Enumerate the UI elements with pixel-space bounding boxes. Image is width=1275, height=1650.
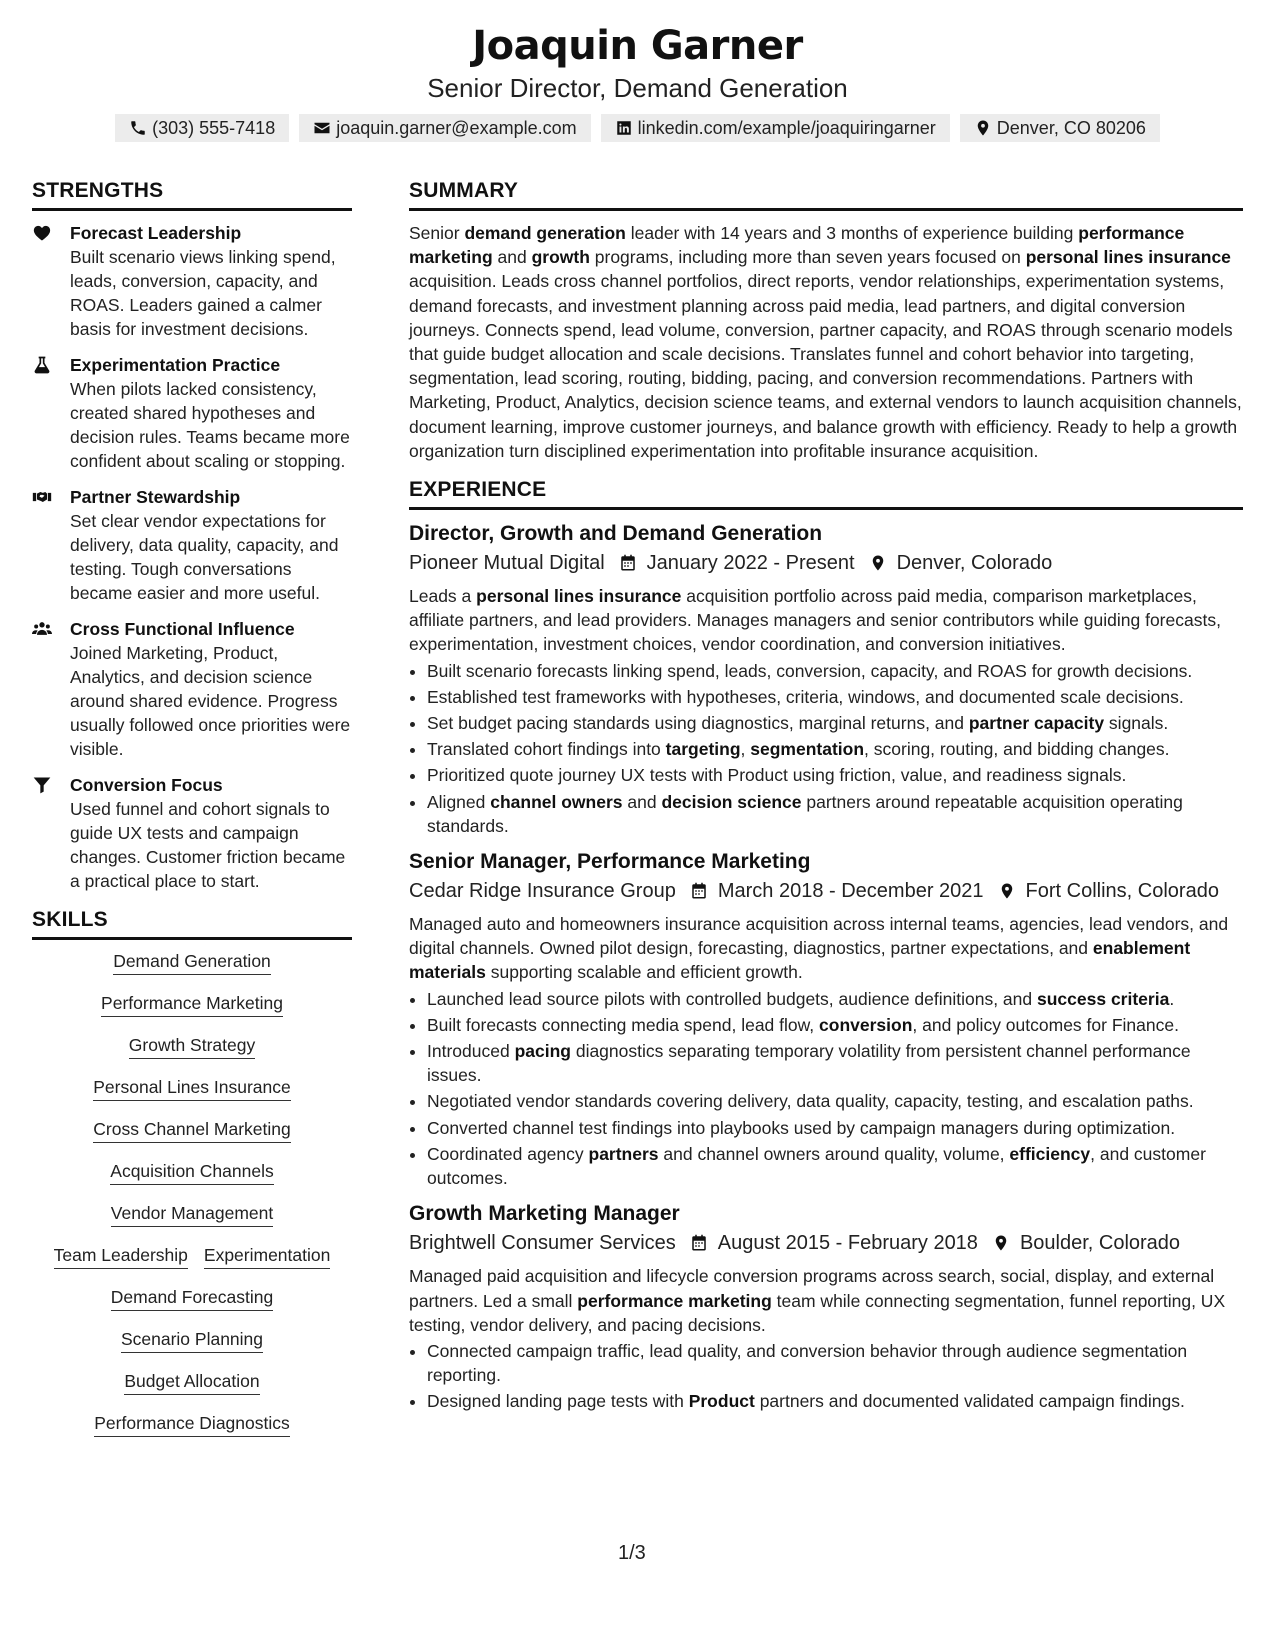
skill-tag: Performance Diagnostics — [94, 1412, 290, 1437]
job-meta — [409, 876, 1243, 906]
summary-text — [409, 221, 1243, 463]
bold-text: Product — [688, 1391, 755, 1412]
bold-text: partner capacity — [968, 713, 1105, 734]
bold-text: personal lines insurance — [476, 586, 682, 607]
summary-heading: SUMMARY — [409, 178, 1243, 211]
text-run: Coordinated agency — [427, 1143, 589, 1164]
text-run: Prioritized quote journey UX tests with Product using friction, value, and readiness signals. — [427, 765, 1127, 786]
strength-title: Cross Functional Influence — [70, 619, 295, 639]
bold-text: conversion — [819, 1014, 913, 1035]
text-run: Established test frameworks with hypotheses, criteria, windows, and documented scale decisions. — [427, 686, 1184, 707]
job-company: Brightwell Consumer Services — [409, 1232, 676, 1255]
bullet-item — [427, 1339, 1243, 1387]
job-location: Fort Collins, Colorado — [1025, 880, 1219, 903]
strength-desc: Joined Marketing, Product, Analytics, and decision science around shared evidence. Progress usually followed once priorities were visible. — [70, 643, 351, 759]
bold-text: partners — [588, 1143, 659, 1164]
users-icon — [32, 619, 52, 639]
bullet-item — [427, 737, 1243, 761]
bullet-item — [427, 1013, 1243, 1037]
text-run: Introduced — [427, 1041, 515, 1062]
linkedin-text: linkedin.com/example/joaquiringarner — [637, 118, 936, 138]
experience-heading: EXPERIENCE — [409, 477, 1243, 510]
candidate-name: Joaquin Garner — [472, 23, 803, 69]
job-title: Growth Marketing Manager — [409, 1202, 680, 1226]
envelope-icon — [313, 119, 331, 137]
contact-linkedin[interactable] — [601, 114, 950, 142]
text-run: supporting scalable and efficient growth. — [485, 962, 803, 983]
bullet-item — [427, 1116, 1243, 1140]
text-run: programs, including more than seven years focused on — [589, 247, 1026, 268]
bold-text: success criteria — [1037, 988, 1170, 1009]
skill-tag: Vendor Management — [111, 1202, 273, 1227]
job-company: Pioneer Mutual Digital — [409, 552, 605, 575]
filter-icon — [32, 775, 52, 795]
strength-desc: When pilots lacked consistency, created shared hypotheses and decision rules. Teams became more confident about scaling or stopping. — [70, 379, 350, 471]
skill-tag: Demand Generation — [113, 950, 271, 975]
strengths-heading: STRENGTHS — [32, 178, 352, 211]
candidate-title: Senior Director, Demand Generation — [427, 73, 848, 103]
linkedin-icon — [615, 119, 633, 137]
text-run: Translated cohort findings into — [427, 739, 666, 760]
calendar-icon — [690, 1234, 708, 1252]
text-run: Senior — [409, 223, 465, 243]
job-bullets — [409, 987, 1243, 1191]
text-run: acquisition. Leads cross channel portfolios, direct reports, vendor relationships, experimentation systems, demand forecasts, and investment planning across paid media, lead partners, and digital conversion journeys. Connects spend, lead volume, conversion, partner capacity, and ROAS through scenario models that guide budget allocation and scale decisions. Translates funnel and cohort behavior into targeting, segmentation, lead scoring, routing, bidding, pacing, and conversion recommendations. Partners with Marketing, Product, Analytics, decision science teams, and external vendors to launch acquisition channels, document learning, improve customer journeys, and balance growth with efficiency. Ready to help a growth organization turn disciplined experimentation into profitable insurance acquisition. — [409, 271, 1242, 461]
bullet-item — [427, 1039, 1243, 1087]
resume-header — [0, 0, 1275, 142]
strength-item — [32, 485, 352, 605]
skills-list — [32, 950, 352, 1437]
bullet-item — [427, 1142, 1243, 1190]
map-pin-icon — [998, 882, 1016, 900]
handshake-icon — [32, 487, 52, 507]
contact-bar — [0, 114, 1275, 142]
job-dates: August 2015 - February 2018 — [717, 1232, 978, 1255]
job-intro — [409, 912, 1243, 985]
bold-text: enablement materials — [409, 938, 1191, 983]
text-run: and — [622, 791, 662, 812]
bold-text: pacing — [514, 1041, 571, 1062]
skill-tag: Experimentation — [204, 1244, 330, 1269]
bullet-item — [427, 685, 1243, 709]
calendar-icon — [690, 882, 708, 900]
text-run: partners and documented validated campaign findings. — [754, 1391, 1185, 1412]
skills-heading: SKILLS — [32, 907, 352, 940]
phone-text: (303) 555-7418 — [152, 118, 276, 138]
strength-title: Conversion Focus — [70, 775, 223, 795]
contact-phone[interactable] — [115, 114, 289, 142]
skill-tag: Scenario Planning — [121, 1328, 263, 1353]
text-run: and channel owners around quality, volume, — [658, 1143, 1010, 1164]
text-run: Negotiated vendor standards covering delivery, data quality, capacity, testing, and escalation paths. — [427, 1091, 1194, 1112]
job-title: Senior Manager, Performance Marketing — [409, 850, 811, 874]
job-entry — [409, 520, 1243, 838]
skill-tag: Performance Marketing — [101, 992, 283, 1017]
text-run: Designed landing page tests with — [427, 1391, 689, 1412]
job-meta — [409, 1228, 1243, 1258]
email-text: joaquin.garner@example.com — [336, 118, 577, 138]
text-run: Leads a — [409, 586, 477, 607]
skill-tag: Demand Forecasting — [111, 1286, 273, 1311]
text-run: Converted channel test findings into playbooks used by campaign managers during optimization. — [427, 1117, 1176, 1138]
text-run: team while connecting segmentation, funnel reporting, UX testing, vendor delivery, and pacing decisions. — [409, 1290, 1226, 1335]
text-run: . — [1169, 988, 1175, 1009]
strength-item — [32, 353, 352, 473]
bold-text: channel owners — [490, 791, 623, 812]
phone-icon — [129, 119, 147, 137]
skill-tag: Personal Lines Insurance — [93, 1076, 290, 1101]
job-location: Boulder, Colorado — [1019, 1232, 1181, 1255]
bullet-item — [427, 987, 1243, 1011]
map-pin-icon — [974, 119, 992, 137]
flask-icon — [32, 355, 52, 375]
contact-location — [960, 114, 1160, 142]
bold-text: performance marketing — [577, 1290, 772, 1311]
job-bullets — [409, 659, 1243, 838]
contact-email[interactable] — [299, 114, 590, 142]
text-run: acquisition portfolio across paid media, comparison marketplaces, affiliate partners, and lead providers. Manages managers and senior contributors while guiding forecasts, experimentation, investment choices, vendor coordination, and conversion initiatives. — [409, 586, 1221, 655]
bold-text: performance marketing — [409, 223, 1185, 268]
page-number: 1/3 — [618, 1542, 646, 1564]
strength-desc: Used funnel and cohort signals to guide UX tests and campaign changes. Customer friction became a practical place to start. — [70, 799, 346, 891]
skill-tag: Acquisition Channels — [110, 1160, 273, 1185]
bold-text: efficiency — [1009, 1143, 1091, 1164]
bullet-item — [427, 790, 1243, 838]
skill-tag: Growth Strategy — [129, 1034, 255, 1059]
job-location: Denver, Colorado — [896, 552, 1053, 575]
bullet-item — [427, 711, 1243, 735]
job-title: Director, Growth and Demand Generation — [409, 522, 823, 546]
job-intro — [409, 584, 1243, 657]
text-run: signals. — [1104, 713, 1169, 734]
text-run: Connected campaign traffic, lead quality, and conversion behavior through audience segmentation reporting. — [427, 1340, 1188, 1386]
strength-item — [32, 773, 352, 893]
text-run: Managed paid acquisition and lifecycle conversion programs across search, social, display, and external partners. Led a small — [409, 1266, 1215, 1311]
bullet-item — [427, 1389, 1243, 1413]
job-entry — [409, 1200, 1243, 1413]
bold-text: decision science — [661, 791, 802, 812]
strength-desc: Set clear vendor expectations for delivery, data quality, capacity, and testing. Tough conversations became easier and more useful. — [70, 511, 339, 603]
bold-text: demand generation — [464, 223, 626, 243]
text-run: Built scenario forecasts linking spend, leads, conversion, capacity, and ROAS for growth decisions. — [427, 660, 1193, 681]
strength-desc: Built scenario views linking spend, leads, conversion, capacity, and ROAS. Leaders gained a calmer basis for investment decisions. — [70, 247, 336, 339]
job-bullets — [409, 1339, 1243, 1414]
text-run: and — [492, 247, 532, 268]
map-pin-icon — [869, 554, 887, 572]
skill-tag: Budget Allocation — [124, 1370, 259, 1395]
calendar-icon — [619, 554, 637, 572]
job-company: Cedar Ridge Insurance Group — [409, 880, 676, 903]
job-meta — [409, 548, 1243, 578]
bullet-item — [427, 763, 1243, 787]
strength-item — [32, 221, 352, 341]
strengths-list — [32, 221, 352, 893]
job-dates: March 2018 - December 2021 — [717, 880, 984, 903]
text-run: , and customer outcomes. — [427, 1143, 1206, 1189]
job-entry — [409, 848, 1243, 1190]
map-pin-icon — [992, 1234, 1010, 1252]
text-run: leader with 14 years and 3 months of experience building — [625, 223, 1079, 243]
strength-title: Forecast Leadership — [70, 223, 242, 243]
strength-title: Experimentation Practice — [70, 355, 281, 375]
strength-item — [32, 617, 352, 761]
bullet-item — [427, 659, 1243, 683]
skill-tag: Cross Channel Marketing — [93, 1118, 290, 1143]
text-run: Managed auto and homeowners insurance acquisition across internal teams, agencies, lead vendors, and digital channels. Owned pilot design, forecasting, diagnostics, partner expectations, and — [409, 914, 1229, 959]
text-run: diagnostics separating temporary volatility from persistent channel performance issues. — [427, 1041, 1191, 1086]
location-text: Denver, CO 80206 — [996, 118, 1146, 138]
text-run: Launched lead source pilots with controlled budgets, audience definitions, and — [427, 988, 1037, 1009]
text-run: Built forecasts connecting media spend, lead flow, — [427, 1014, 820, 1035]
resume-body — [32, 178, 1243, 1650]
bold-text: growth — [531, 247, 590, 268]
text-run: , — [740, 739, 751, 760]
text-run: Set budget pacing standards using diagnostics, marginal returns, and — [427, 713, 969, 734]
text-run: Aligned — [427, 791, 491, 812]
strength-title: Partner Stewardship — [70, 487, 241, 507]
bold-text: targeting — [665, 739, 741, 760]
text-run: , and policy outcomes for Finance. — [912, 1014, 1179, 1035]
job-dates: January 2022 - Present — [646, 552, 855, 575]
bold-text: personal lines insurance — [1025, 247, 1231, 268]
bold-text: segmentation — [750, 739, 865, 760]
text-run: partners around repeatable acquisition operating standards. — [427, 791, 1183, 836]
left-column — [32, 178, 352, 1650]
skill-tag: Team Leadership — [54, 1244, 188, 1269]
right-column — [409, 178, 1243, 1650]
heart-icon — [32, 223, 52, 243]
job-intro — [409, 1264, 1243, 1337]
text-run: , scoring, routing, and bidding changes. — [864, 739, 1170, 760]
bullet-item — [427, 1089, 1243, 1113]
